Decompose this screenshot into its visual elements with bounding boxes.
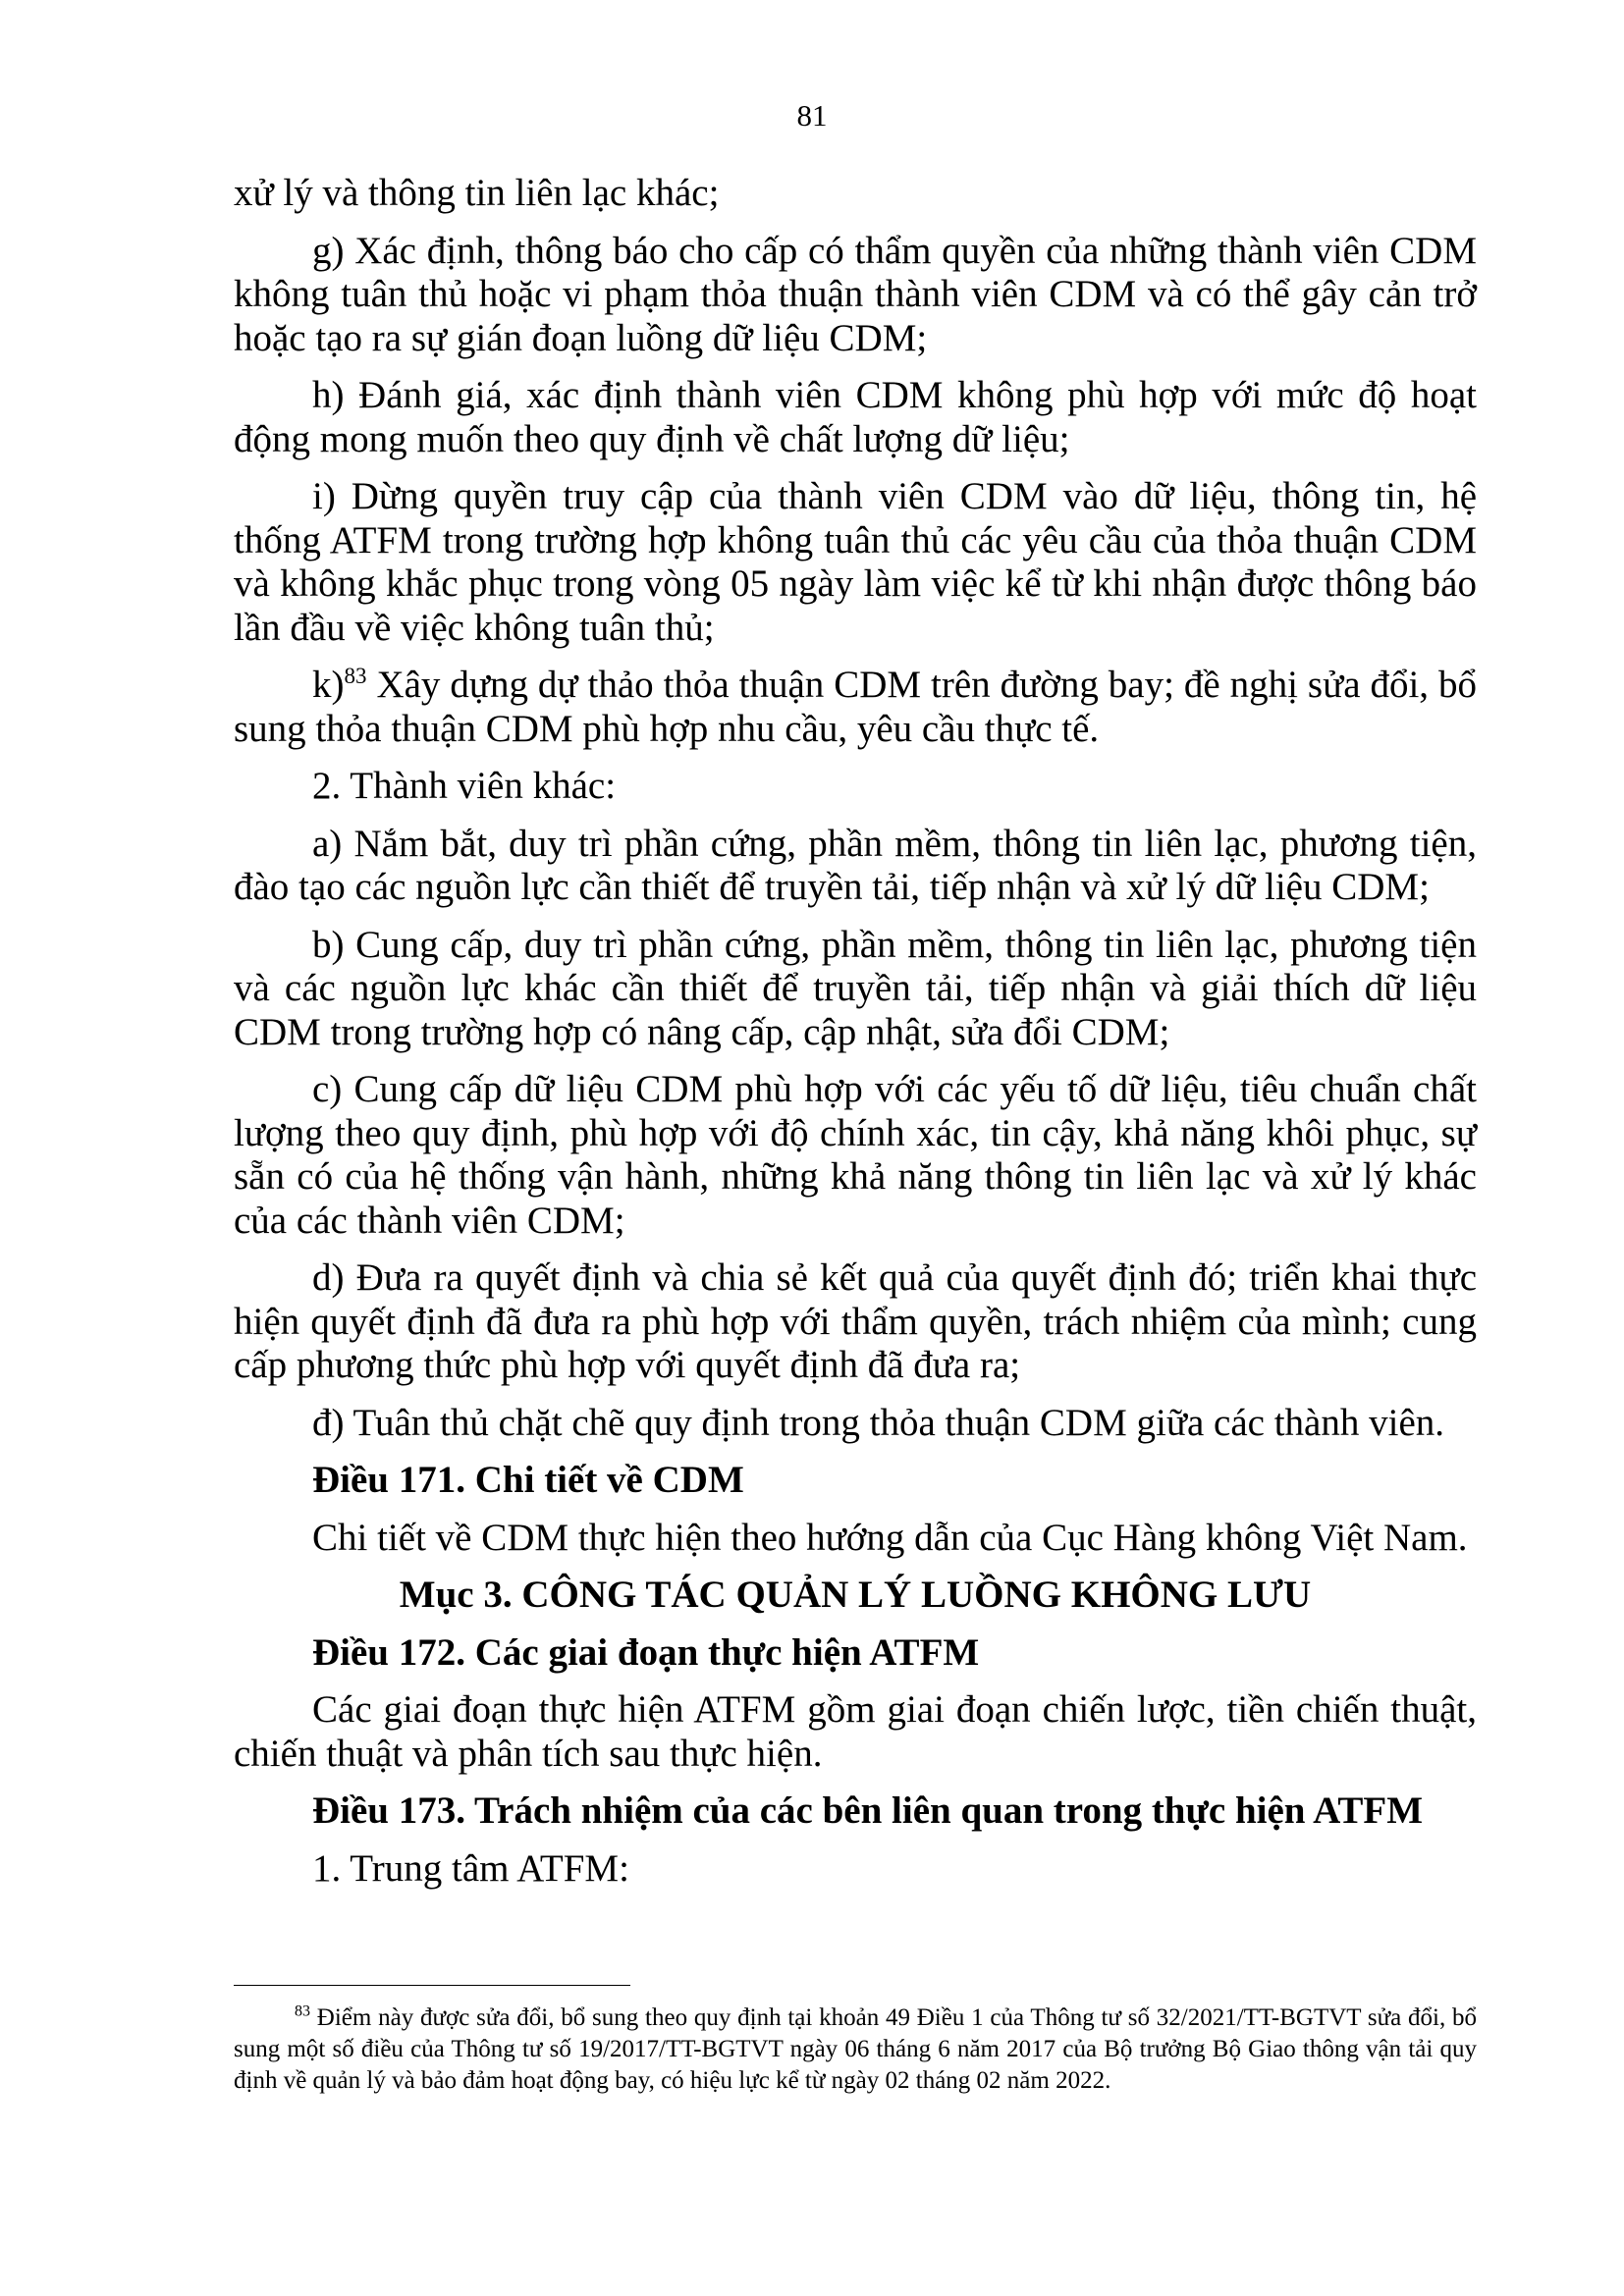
paragraph-item-a: a) Nắm bắt, duy trì phần cứng, phần mềm, thông tin liên lạc, phương tiện, đào tạo các nguồn lực cần thiết để truyền tải, tiếp nhận và xử lý dữ liệu CDM;: [234, 822, 1477, 908]
paragraph-item-i: i) Dừng quyền truy cập của thành viên CDM vào dữ liệu, thông tin, hệ thống ATFM trong trường hợp không tuân thủ các yêu cầu của thỏa thuận CDM và không khắc phục trong vòng 05 ngày làm việc kể từ khi nhận được thông báo lần đầu về việc không tuân thủ;: [234, 475, 1477, 649]
item-k-text: Xây dựng dự thảo thỏa thuận CDM trên đường bay; đề nghị sửa đổi, bổ sung thỏa thuận CDM phù hợp nhu cầu, yêu cầu thực tế.: [234, 664, 1477, 750]
paragraph-item-c: c) Cung cấp dữ liệu CDM phù hợp với các yếu tố dữ liệu, tiêu chuẩn chất lượng theo quy định, phù hợp với độ chính xác, tin cậy, khả năng khôi phục, sự sẵn có của hệ thống vận hành, những khả năng thông tin liên lạc và xử lý khác của các thành viên CDM;: [234, 1068, 1477, 1242]
paragraph-item-g: g) Xác định, thông báo cho cấp có thẩm quyền của những thành viên CDM không tuân thủ hoặc vi phạm thỏa thuận thành viên CDM và có thể gây cản trở hoặc tạo ra sự gián đoạn luồng dữ liệu CDM;: [234, 229, 1477, 359]
article-172-body: Các giai đoạn thực hiện ATFM gồm giai đoạn chiến lược, tiền chiến thuật, chiến thuật và phân tích sau thực hiện.: [234, 1688, 1477, 1775]
paragraph-item-b: b) Cung cấp, duy trì phần cứng, phần mềm, thông tin liên lạc, phương tiện và các nguồn lực khác cần thiết để truyền tải, tiếp nhận và giải thích dữ liệu CDM trong trường hợp có nâng cấp, cập nhật, sửa đổi CDM;: [234, 923, 1477, 1053]
paragraph-item-d: d) Đưa ra quyết định và chia sẻ kết quả của quyết định đó; triển khai thực hiện quyết định đã đưa ra phù hợp với thẩm quyền, trách nhiệm của mình; cung cấp phương thức phù hợp với quyết định đã đưa ra;: [234, 1256, 1477, 1386]
page-number: 81: [796, 98, 828, 133]
body-text: [234, 172, 1477, 1904]
footnote-divider: [234, 1985, 630, 1986]
paragraph-continuation: xử lý và thông tin liên lạc khác;: [234, 172, 720, 214]
footnote-text: Điểm này được sửa đổi, bổ sung theo quy định tại khoản 49 Điều 1 của Thông tư số 32/2021/TT-BGTVT sửa đổi, bổ sung một số điều của Thông tư số 19/2017/TT-BGTVT ngày 06 tháng 6 năm 2017 của Bộ trưởng Bộ Giao thông vận tải quy định về quản lý và bảo đảm hoạt động bay, có hiệu lực kể từ ngày 02 tháng 02 năm 2022.: [234, 2004, 1477, 2094]
footnote-reference[interactable]: 83: [344, 664, 367, 688]
paragraph-item-k: [234, 664, 1477, 751]
footnote: [234, 2002, 1477, 2097]
paragraph-item-dd: đ) Tuân thủ chặt chẽ quy định trong thỏa thuận CDM giữa các thành viên.: [312, 1401, 1445, 1444]
footnote-number: 83: [295, 2002, 310, 2020]
article-173-heading: Điều 173. Trách nhiệm của các bên liên quan trong thực hiện ATFM: [312, 1789, 1423, 1832]
paragraph-clause-2: 2. Thành viên khác:: [312, 765, 617, 807]
article-171-body: Chi tiết về CDM thực hiện theo hướng dẫn của Cục Hàng không Việt Nam.: [312, 1516, 1468, 1559]
article-173-clause-1: 1. Trung tâm ATFM:: [312, 1846, 629, 1890]
item-k-prefix: k): [312, 664, 345, 706]
paragraph-item-h: h) Đánh giá, xác định thành viên CDM không phù hợp với mức độ hoạt động mong muốn theo quy định về chất lượng dữ liệu;: [234, 374, 1477, 460]
article-172-heading: Điều 172. Các giai đoạn thực hiện ATFM: [312, 1630, 980, 1674]
section-3-heading: Mục 3. CÔNG TÁC QUẢN LÝ LUỒNG KHÔNG LƯU: [399, 1574, 1312, 1616]
article-171-heading: Điều 171. Chi tiết về CDM: [312, 1459, 744, 1501]
